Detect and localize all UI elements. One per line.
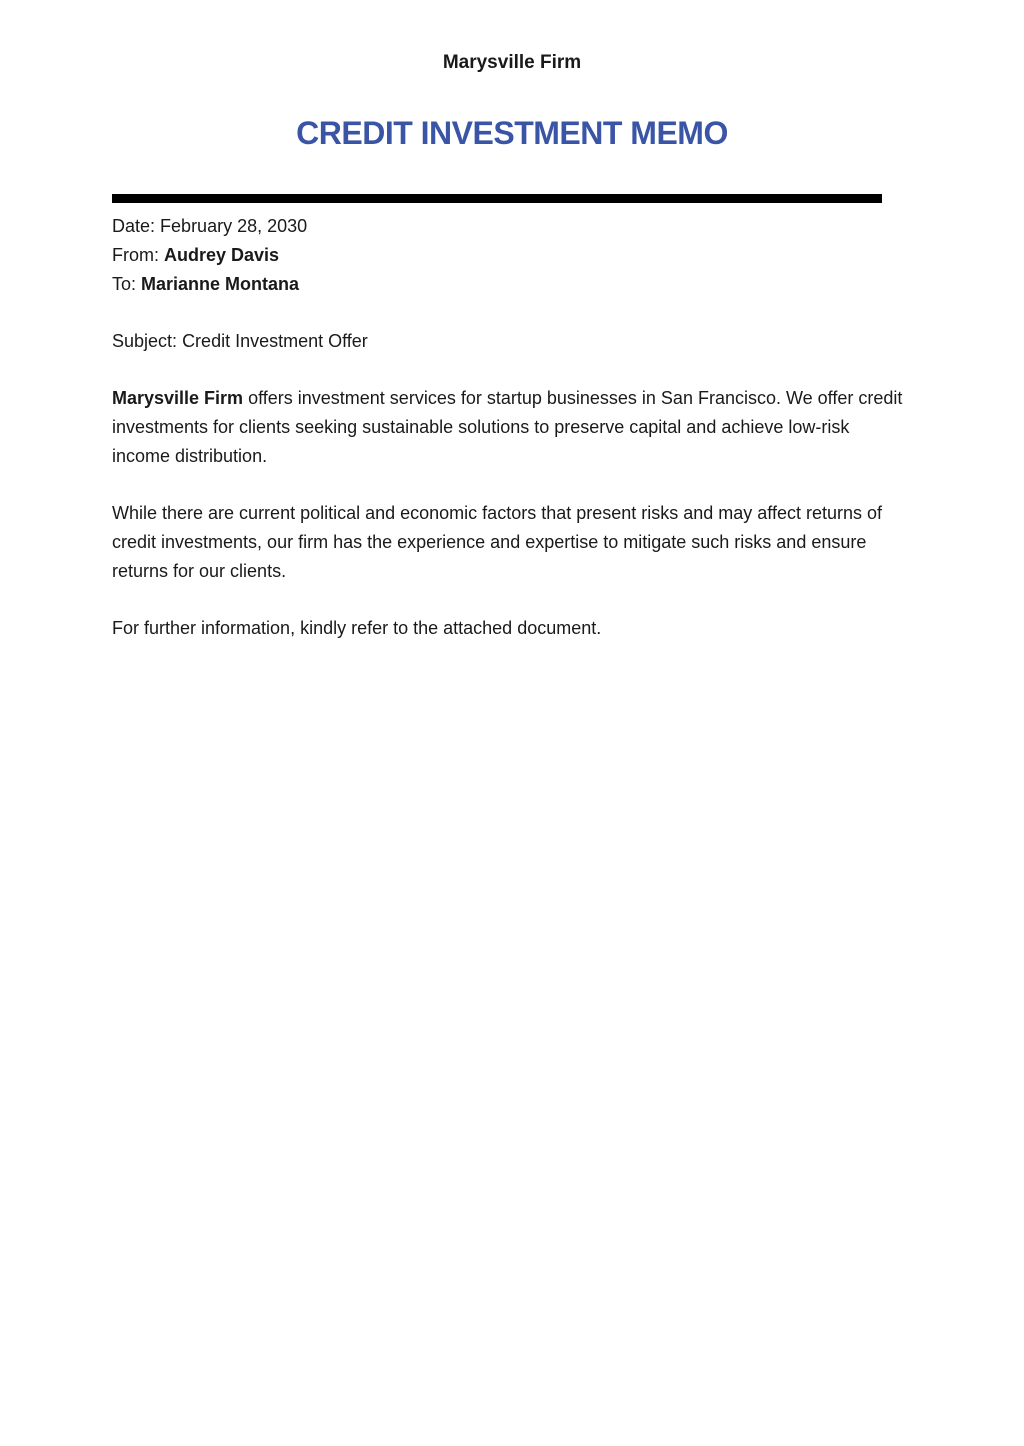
from-line: [112, 241, 912, 270]
body-paragraph-1: [112, 384, 912, 471]
company-name: Marysville Firm: [442, 52, 582, 73]
spacer: [112, 471, 912, 499]
body-paragraph-1-text: offers investment services for startup businesses in San Francisco. We offer credit investments for clients seeking sustainable solutions to preserve capital and achieve low-risk income distribution.: [112, 388, 903, 466]
date-label: Date:: [112, 216, 156, 236]
subject-line: [112, 327, 912, 356]
spacer: [112, 586, 912, 614]
memo-title: CREDIT INVESTMENT MEMO: [296, 115, 728, 151]
to-value: Marianne Montana: [141, 274, 300, 294]
body-paragraph-3: For further information, kindly refer to the attached document.: [112, 618, 602, 638]
to-label: To:: [112, 274, 137, 294]
subject-value: Credit Investment Offer: [182, 331, 368, 351]
header-divider: [112, 194, 882, 203]
date-value: February 28, 2030: [160, 216, 308, 236]
spacer: [112, 356, 912, 384]
subject-label: Subject:: [112, 331, 178, 351]
body-company-name: Marysville Firm: [112, 388, 244, 408]
date-line: [112, 212, 912, 241]
memo-content: [112, 212, 912, 643]
spacer: [112, 299, 912, 327]
body-paragraph-2: While there are current political and economic factors that present risks and may affect returns of credit investments, our firm has the experience and expertise to mitigate such risks and ensure returns for our clients.: [112, 503, 883, 581]
from-label: From:: [112, 245, 159, 265]
from-value: Audrey Davis: [164, 245, 280, 265]
to-line: [112, 270, 912, 299]
